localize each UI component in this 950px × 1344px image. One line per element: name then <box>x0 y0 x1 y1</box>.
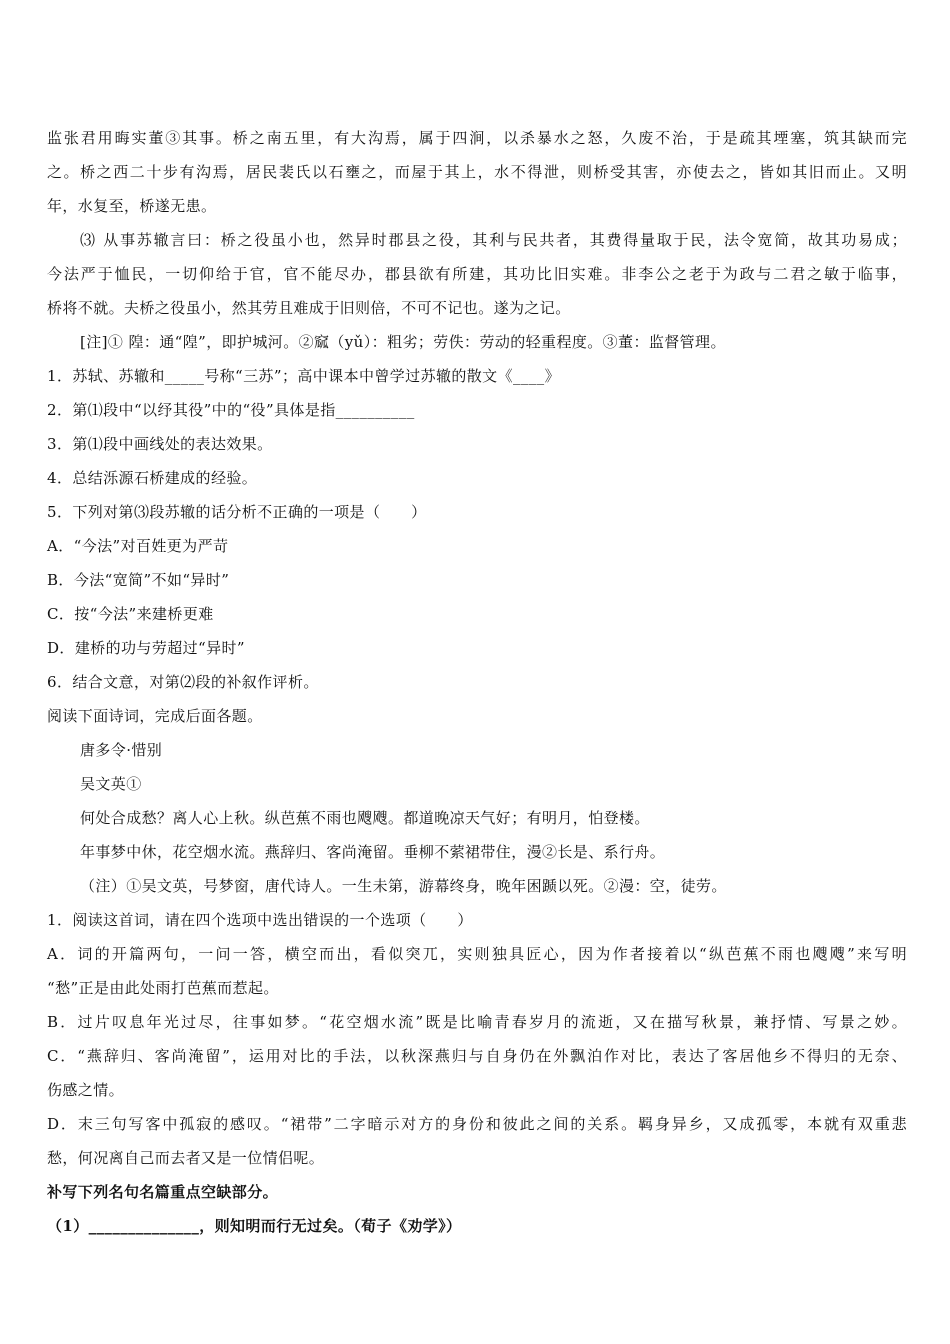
question-3: 3．第⑴段中画线处的表达效果。 <box>47 435 273 453</box>
poem-author: 吴文英① <box>80 775 142 793</box>
poem-option-c: C．“燕辞归、客尚淹留”，运用对比的手法，以秋深燕归与自身仍在外飘泊作对比，表达了客居他乡不得归的无奈、 <box>47 1047 907 1065</box>
poem-intro: 阅读下面诗词，完成后面各题。 <box>47 707 263 725</box>
option-d: D．建桥的功与劳超过“异时” <box>47 639 245 657</box>
passage-line: 桥将不就。夫桥之役虽小，然其劳且难成于旧则倍，不可不记也。遂为之记。 <box>47 299 571 317</box>
fill-item-1: （1）______________，则知明而行无过矣。（荀子《劝学》） <box>47 1217 462 1235</box>
poem-option-a: A．词的开篇两句，一问一答，横空而出，看似突兀，实则独具匠心，因为作者接着以“纵芭蕉不雨也飕飕”来写明 <box>47 945 907 963</box>
fill-section-title: 补写下列名句名篇重点空缺部分。 <box>47 1183 279 1201</box>
poem-option-a-cont: “愁”正是由此处雨打芭蕉而惹起。 <box>47 979 279 997</box>
passage-line: 今法严于恤民，一切仰给于官，官不能尽办，郡县欲有所建，其功比旧实难。非李公之老于为政与二君之敏于临事， <box>47 265 907 283</box>
passage-line: 之。桥之西二十步有沟焉，居民裴氏以石壅之，而屋于其上，水不得泄，则桥受其害，亦使去之，皆如其旧而止。又明 <box>47 163 907 181</box>
passage-line: 年，水复至，桥遂无患。 <box>47 197 217 215</box>
option-a: A．“今法”对百姓更为严苛 <box>47 537 229 555</box>
question-2: 2．第⑴段中“以纾其役”中的“役”具体是指__________ <box>47 401 415 419</box>
poem-line: 何处合成愁？离人心上秋。纵芭蕉不雨也飕飕。都道晚凉天气好；有明月，怕登楼。 <box>80 809 650 827</box>
poem-question-1: 1．阅读这首词，请在四个选项中选出错误的一个选项（ ） <box>47 911 473 929</box>
poem-title: 唐多令·惜别 <box>80 741 163 759</box>
question-5: 5．下列对第⑶段苏辙的话分析不正确的一项是（ ） <box>47 503 427 521</box>
poem-note: （注）①吴文英，号梦窗，唐代诗人。一生未第，游幕终身，晚年困踬以死。②漫：空，徒劳。 <box>80 877 727 895</box>
passage-paragraph-3: ⑶ 从事苏辙言曰：桥之役虽小也，然异时郡县之役，其利与民共者，其费得量取于民，法令宽简，故其功易成； <box>80 231 907 249</box>
passage-note: [注]① 隍：通“隍”，即护城河。②窳（yǔ）：粗劣；劳佚：劳动的轻重程度。③董：监督管理。 <box>80 333 726 351</box>
poem-option-d: D．末三句写客中孤寂的感叹。“裙带”二字暗示对方的身份和彼此之间的关系。羁身异乡，又成孤零，本就有双重悲 <box>47 1115 907 1133</box>
poem-line: 年事梦中休，花空烟水流。燕辞归、客尚淹留。垂柳不萦裙带住，漫②长是、系行舟。 <box>80 843 666 861</box>
question-6: 6．结合文意，对第⑵段的补叙作评析。 <box>47 673 319 691</box>
option-c: C．按“今法”来建桥更难 <box>47 605 214 623</box>
poem-option-c-cont: 伤感之情。 <box>47 1081 125 1099</box>
question-4: 4．总结泺源石桥建成的经验。 <box>47 469 258 487</box>
passage-line: 监张君用晦实董③其事。桥之南五里，有大沟焉，属于四涧，以杀暴水之怒，久废不治，于是疏其堙塞，筑其缺而完 <box>47 129 907 147</box>
poem-option-b: B．过片叹息年光过尽，往事如梦。“花空烟水流”既是比喻青春岁月的流逝，又在描写秋景，兼抒情、写景之妙。 <box>47 1013 907 1031</box>
option-b: B．今法“宽简”不如“异时” <box>47 571 230 589</box>
question-1: 1．苏轼、苏辙和_____号称“三苏”；高中课本中曾学过苏辙的散文《____》 <box>47 367 560 385</box>
poem-option-d-cont: 愁，何况离自己而去者又是一位情侣呢。 <box>47 1149 325 1167</box>
